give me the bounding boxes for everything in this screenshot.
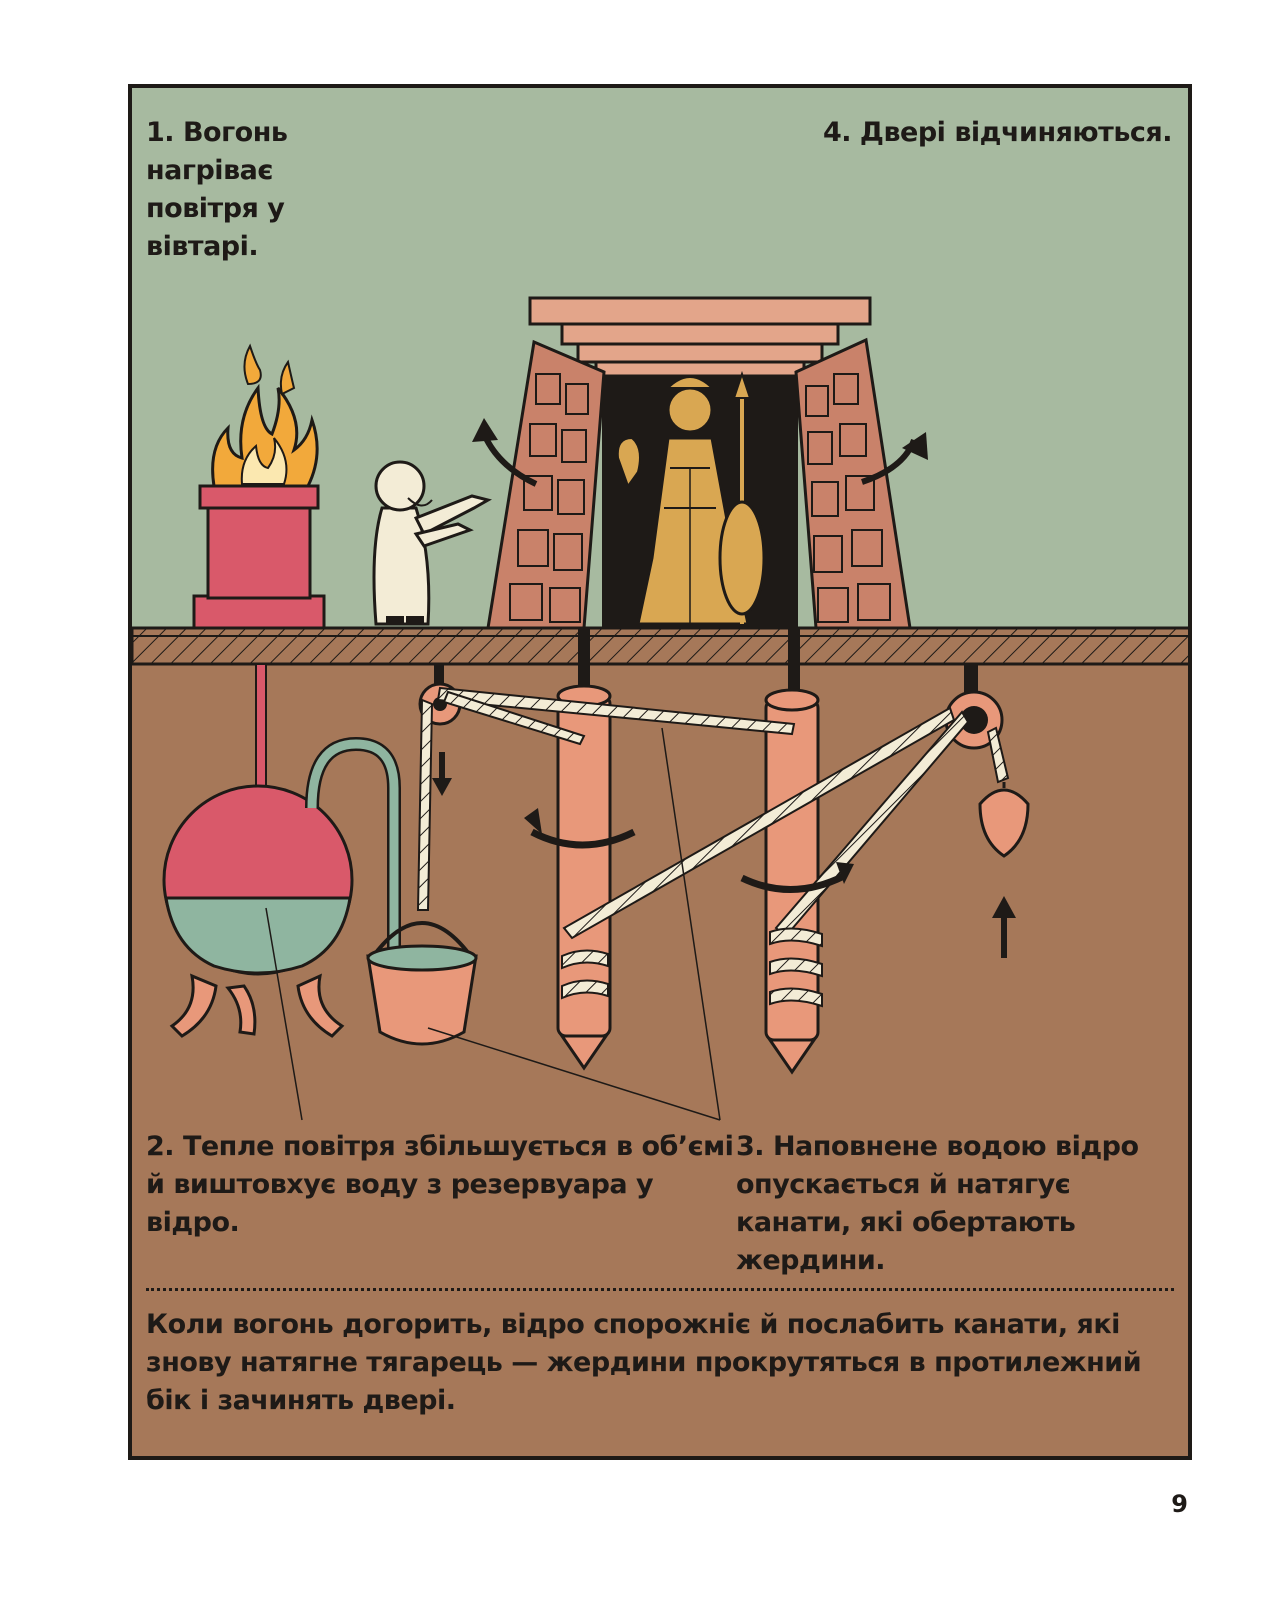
left-drum bbox=[558, 686, 610, 1068]
arrowhead-icon bbox=[472, 418, 498, 442]
page-number: 9 bbox=[1171, 1490, 1188, 1518]
up-arrow-icon bbox=[992, 896, 1016, 958]
fire-icon bbox=[213, 346, 318, 486]
water-reservoir bbox=[164, 786, 352, 1036]
right-drum bbox=[766, 690, 818, 1072]
step4-caption: 4. Двері відчиняються. bbox=[822, 117, 1172, 148]
left-door bbox=[488, 342, 604, 628]
counterweight bbox=[980, 782, 1028, 856]
temple-floor bbox=[132, 628, 1192, 664]
water-bucket bbox=[368, 923, 476, 1044]
ropes bbox=[418, 688, 1008, 1006]
step2-caption: 2. Тепле повітря збільшується в об’ємі й виштовхує воду з резервуара у відро. bbox=[146, 1131, 734, 1238]
priest-figure bbox=[374, 462, 488, 624]
final-caption: Коли вогонь догорить, відро спорожніє й послабить канати, які знову натягне тягарець — жердини прокрутяться в протилежний бік і зачинять двері. bbox=[146, 1309, 1142, 1416]
illustration-panel bbox=[128, 84, 1192, 1460]
down-arrow-icon bbox=[432, 752, 452, 796]
step3-caption: 3. Наповнене водою відро опускається й натягує канати, які обертають жердини. bbox=[736, 1131, 1139, 1276]
right-door bbox=[796, 340, 910, 628]
step1-caption: 1. Вогонь нагріває повітря у вівтарі. bbox=[146, 117, 288, 262]
dotted-divider bbox=[146, 1288, 1174, 1291]
